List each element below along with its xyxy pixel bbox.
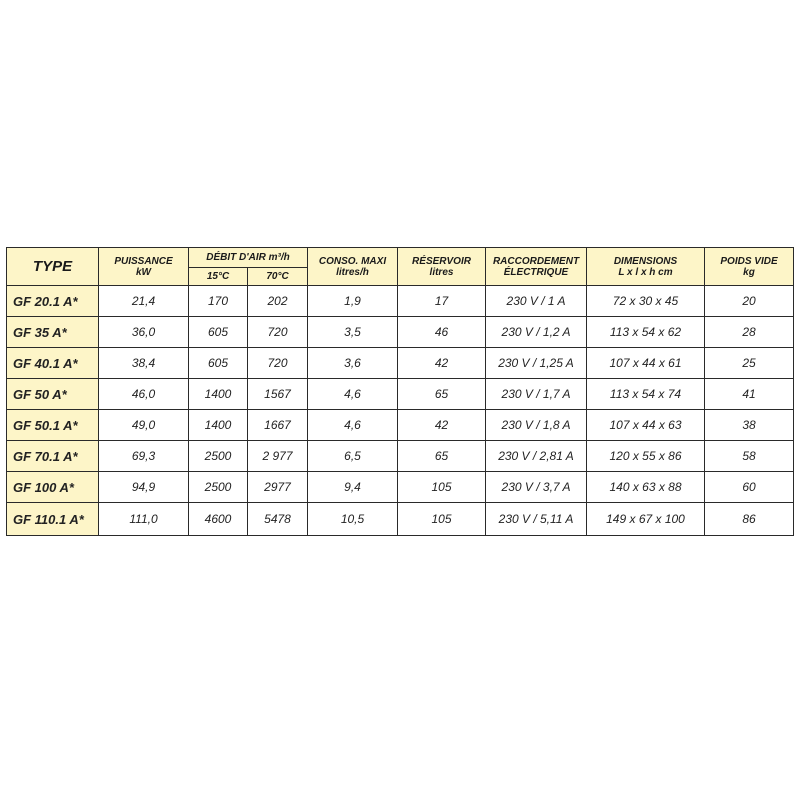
cell-poids: 38 <box>705 410 794 441</box>
table-row <box>7 472 794 503</box>
cell-dimensions: 72 x 30 x 45 <box>587 286 705 317</box>
cell-dimensions: 107 x 44 x 63 <box>587 410 705 441</box>
cell-type: GF 20.1 A* <box>7 286 99 317</box>
cell-reservoir: 65 <box>398 441 486 472</box>
header-raccordement <box>486 248 587 286</box>
cell-reservoir: 105 <box>398 472 486 503</box>
cell-dimensions: 120 x 55 x 86 <box>587 441 705 472</box>
cell-conso: 6,5 <box>308 441 398 472</box>
cell-debit-70: 2 977 <box>248 441 308 472</box>
header-raccordement-label: RACCORDEMENT <box>492 255 580 267</box>
cell-dimensions: 149 x 67 x 100 <box>587 503 705 536</box>
cell-raccordement: 230 V / 1,25 A <box>486 348 587 379</box>
table-row <box>7 348 794 379</box>
cell-debit-15: 2500 <box>189 441 248 472</box>
header-dimensions <box>587 248 705 286</box>
cell-dimensions: 113 x 54 x 74 <box>587 379 705 410</box>
cell-puissance: 21,4 <box>99 286 189 317</box>
header-poids <box>705 248 794 286</box>
cell-debit-70: 720 <box>248 317 308 348</box>
cell-type: GF 40.1 A* <box>7 348 99 379</box>
cell-debit-70: 1667 <box>248 410 308 441</box>
header-raccordement-unit: ÉLECTRIQUE <box>503 266 569 278</box>
cell-type: GF 50 A* <box>7 379 99 410</box>
header-reservoir-unit: litres <box>429 266 454 278</box>
cell-puissance: 111,0 <box>99 503 189 536</box>
cell-debit-70: 202 <box>248 286 308 317</box>
cell-type: GF 110.1 A* <box>7 503 99 536</box>
cell-poids: 60 <box>705 472 794 503</box>
cell-conso: 1,9 <box>308 286 398 317</box>
header-dimensions-unit: L x l x h cm <box>618 266 673 278</box>
cell-debit-15: 605 <box>189 317 248 348</box>
cell-debit-15: 1400 <box>189 379 248 410</box>
table-row <box>7 379 794 410</box>
cell-type: GF 70.1 A* <box>7 441 99 472</box>
cell-puissance: 49,0 <box>99 410 189 441</box>
header-dimensions-label: DIMENSIONS <box>613 255 678 267</box>
cell-conso: 4,6 <box>308 410 398 441</box>
cell-debit-15: 1400 <box>189 410 248 441</box>
cell-puissance: 94,9 <box>99 472 189 503</box>
cell-poids: 28 <box>705 317 794 348</box>
cell-conso: 4,6 <box>308 379 398 410</box>
cell-debit-15: 2500 <box>189 472 248 503</box>
cell-raccordement: 230 V / 2,81 A <box>486 441 587 472</box>
cell-reservoir: 105 <box>398 503 486 536</box>
cell-conso: 3,5 <box>308 317 398 348</box>
cell-reservoir: 46 <box>398 317 486 348</box>
cell-raccordement: 230 V / 1,8 A <box>486 410 587 441</box>
cell-debit-70: 5478 <box>248 503 308 536</box>
spec-table-body <box>7 286 794 536</box>
cell-reservoir: 65 <box>398 379 486 410</box>
table-row <box>7 503 794 536</box>
cell-debit-70: 720 <box>248 348 308 379</box>
cell-type: GF 50.1 A* <box>7 410 99 441</box>
cell-puissance: 46,0 <box>99 379 189 410</box>
cell-poids: 58 <box>705 441 794 472</box>
cell-poids: 41 <box>705 379 794 410</box>
table-row <box>7 410 794 441</box>
table-row <box>7 441 794 472</box>
cell-raccordement: 230 V / 1 A <box>486 286 587 317</box>
header-debit: DÉBIT D'AIR m³/h <box>189 248 308 268</box>
cell-debit-15: 605 <box>189 348 248 379</box>
header-conso-label: CONSO. MAXI <box>318 255 387 267</box>
cell-raccordement: 230 V / 1,2 A <box>486 317 587 348</box>
cell-puissance: 38,4 <box>99 348 189 379</box>
cell-conso: 9,4 <box>308 472 398 503</box>
spec-table <box>6 247 794 536</box>
header-type: TYPE <box>7 248 99 286</box>
header-debit-15: 15°C <box>189 268 248 286</box>
header-poids-label: POIDS VIDE <box>720 255 778 267</box>
cell-raccordement: 230 V / 3,7 A <box>486 472 587 503</box>
header-puissance-label: PUISSANCE <box>114 255 173 267</box>
cell-poids: 25 <box>705 348 794 379</box>
table-row <box>7 317 794 348</box>
cell-conso: 10,5 <box>308 503 398 536</box>
cell-conso: 3,6 <box>308 348 398 379</box>
cell-dimensions: 113 x 54 x 62 <box>587 317 705 348</box>
cell-puissance: 36,0 <box>99 317 189 348</box>
cell-dimensions: 140 x 63 x 88 <box>587 472 705 503</box>
cell-reservoir: 42 <box>398 348 486 379</box>
cell-dimensions: 107 x 44 x 61 <box>587 348 705 379</box>
header-conso-unit: litres/h <box>336 266 369 278</box>
cell-poids: 20 <box>705 286 794 317</box>
cell-raccordement: 230 V / 5,11 A <box>486 503 587 536</box>
cell-debit-15: 170 <box>189 286 248 317</box>
header-conso <box>308 248 398 286</box>
header-reservoir-label: RÉSERVOIR <box>412 255 471 267</box>
cell-type: GF 100 A* <box>7 472 99 503</box>
cell-raccordement: 230 V / 1,7 A <box>486 379 587 410</box>
cell-puissance: 69,3 <box>99 441 189 472</box>
cell-reservoir: 17 <box>398 286 486 317</box>
header-reservoir <box>398 248 486 286</box>
cell-debit-70: 2977 <box>248 472 308 503</box>
header-puissance-unit: kW <box>136 266 151 278</box>
cell-debit-70: 1567 <box>248 379 308 410</box>
header-debit-70: 70°C <box>248 268 308 286</box>
cell-debit-15: 4600 <box>189 503 248 536</box>
cell-type: GF 35 A* <box>7 317 99 348</box>
cell-poids: 86 <box>705 503 794 536</box>
table-row <box>7 286 794 317</box>
header-puissance <box>99 248 189 286</box>
cell-reservoir: 42 <box>398 410 486 441</box>
header-poids-unit: kg <box>743 266 755 278</box>
